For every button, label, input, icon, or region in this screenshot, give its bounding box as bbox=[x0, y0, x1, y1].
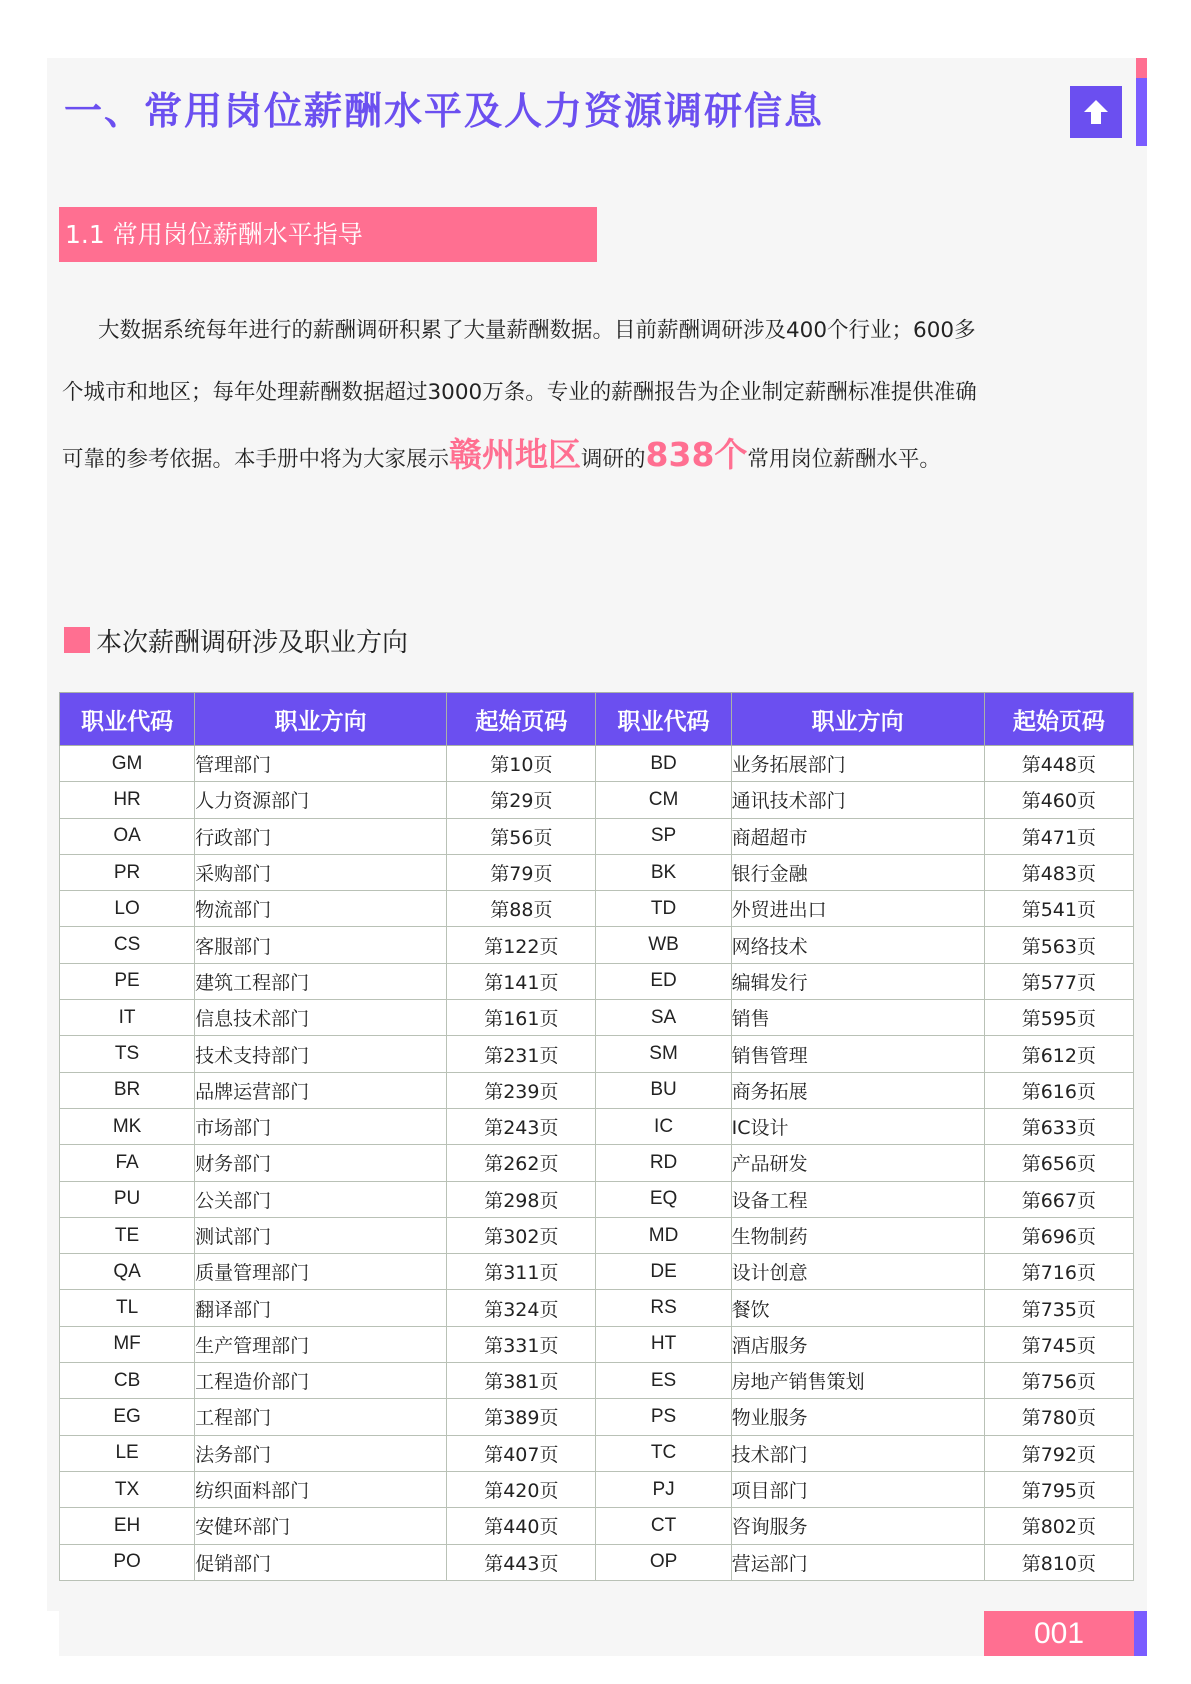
career-code-cell: BR bbox=[60, 1072, 195, 1108]
back-to-top-button[interactable] bbox=[1070, 86, 1122, 138]
start-page-cell: 第389页 bbox=[447, 1399, 596, 1435]
table-body bbox=[60, 746, 1134, 1581]
career-code-cell: GM bbox=[60, 746, 195, 782]
start-page-cell: 第122页 bbox=[447, 927, 596, 963]
career-direction-cell: 设计创意 bbox=[731, 1254, 984, 1290]
intro-line-2: 个城市和地区；每年处理薪酬数据超过3000万条。专业的薪酬报告为企业制定薪酬标准提供准确 bbox=[62, 380, 977, 405]
career-direction-cell: 促销部门 bbox=[195, 1544, 447, 1580]
career-code-cell: LO bbox=[60, 891, 195, 927]
career-direction-cell: 业务拓展部门 bbox=[731, 746, 984, 782]
table-row bbox=[60, 1108, 1134, 1144]
career-direction-cell: 营运部门 bbox=[731, 1544, 984, 1580]
directory-heading bbox=[64, 620, 408, 660]
start-page-cell: 第483页 bbox=[984, 854, 1133, 890]
career-direction-cell: 项目部门 bbox=[731, 1471, 984, 1507]
column-header: 起始页码 bbox=[447, 693, 596, 746]
start-page-cell: 第735页 bbox=[984, 1290, 1133, 1326]
square-bullet-icon bbox=[64, 627, 90, 653]
career-code-cell: TX bbox=[60, 1471, 195, 1507]
career-direction-cell: 技术支持部门 bbox=[195, 1036, 447, 1072]
career-direction-cell: 销售管理 bbox=[731, 1036, 984, 1072]
career-direction-cell: 工程造价部门 bbox=[195, 1363, 447, 1399]
table-row bbox=[60, 1435, 1134, 1471]
table-row bbox=[60, 1181, 1134, 1217]
career-direction-cell: 酒店服务 bbox=[731, 1326, 984, 1362]
start-page-cell: 第656页 bbox=[984, 1145, 1133, 1181]
career-direction-cell: 物流部门 bbox=[195, 891, 447, 927]
intro-text: 常用岗位薪酬水平。 bbox=[747, 447, 941, 472]
career-direction-cell: 纺织面料部门 bbox=[195, 1471, 447, 1507]
career-direction-cell: 餐饮 bbox=[731, 1290, 984, 1326]
start-page-cell: 第780页 bbox=[984, 1399, 1133, 1435]
table-row bbox=[60, 818, 1134, 854]
career-direction-cell: 咨询服务 bbox=[731, 1508, 984, 1544]
start-page-cell: 第616页 bbox=[984, 1072, 1133, 1108]
start-page-cell: 第420页 bbox=[447, 1471, 596, 1507]
start-page-cell: 第141页 bbox=[447, 963, 596, 999]
start-page-cell: 第239页 bbox=[447, 1072, 596, 1108]
column-header: 职业代码 bbox=[596, 693, 731, 746]
career-direction-cell: 设备工程 bbox=[731, 1181, 984, 1217]
intro-text: 可靠的参考依据。本手册中将为大家展示 bbox=[62, 447, 450, 472]
section-heading: 1.1 常用岗位薪酬水平指导 bbox=[59, 207, 597, 262]
table-row bbox=[60, 1290, 1134, 1326]
career-direction-cell: 房地产销售策划 bbox=[731, 1363, 984, 1399]
table-row bbox=[60, 1471, 1134, 1507]
column-header: 职业方向 bbox=[731, 693, 984, 746]
column-header: 职业方向 bbox=[195, 693, 447, 746]
career-direction-cell: 技术部门 bbox=[731, 1435, 984, 1471]
career-code-cell: RS bbox=[596, 1290, 731, 1326]
career-direction-cell: 人力资源部门 bbox=[195, 782, 447, 818]
career-code-cell: CB bbox=[60, 1363, 195, 1399]
column-header: 职业代码 bbox=[60, 693, 195, 746]
start-page-cell: 第298页 bbox=[447, 1181, 596, 1217]
career-code-cell: WB bbox=[596, 927, 731, 963]
career-direction-cell: 产品研发 bbox=[731, 1145, 984, 1181]
start-page-cell: 第448页 bbox=[984, 746, 1133, 782]
career-code-cell: BU bbox=[596, 1072, 731, 1108]
career-direction-cell: 网络技术 bbox=[731, 927, 984, 963]
career-direction-cell: 商超超市 bbox=[731, 818, 984, 854]
career-code-cell: RD bbox=[596, 1145, 731, 1181]
start-page-cell: 第440页 bbox=[447, 1508, 596, 1544]
career-code-cell: TE bbox=[60, 1217, 195, 1253]
career-code-cell: PJ bbox=[596, 1471, 731, 1507]
career-direction-cell: 商务拓展 bbox=[731, 1072, 984, 1108]
start-page-cell: 第231页 bbox=[447, 1036, 596, 1072]
start-page-cell: 第10页 bbox=[447, 746, 596, 782]
career-direction-cell: 市场部门 bbox=[195, 1108, 447, 1144]
table-header-row bbox=[60, 693, 1134, 746]
career-code-cell: EG bbox=[60, 1399, 195, 1435]
career-code-cell: TC bbox=[596, 1435, 731, 1471]
arrow-up-icon bbox=[1081, 97, 1111, 127]
table-row bbox=[60, 1000, 1134, 1036]
table-row bbox=[60, 1145, 1134, 1181]
table-row bbox=[60, 891, 1134, 927]
career-code-cell: CS bbox=[60, 927, 195, 963]
career-code-cell: SP bbox=[596, 818, 731, 854]
career-direction-cell: 财务部门 bbox=[195, 1145, 447, 1181]
career-direction-cell: 翻译部门 bbox=[195, 1290, 447, 1326]
career-direction-cell: 物业服务 bbox=[731, 1399, 984, 1435]
page-title: 一、常用岗位薪酬水平及人力资源调研信息 bbox=[64, 89, 825, 133]
table-row bbox=[60, 782, 1134, 818]
career-code-cell: PR bbox=[60, 854, 195, 890]
start-page-cell: 第696页 bbox=[984, 1217, 1133, 1253]
page-number-accent bbox=[1134, 1611, 1147, 1656]
career-code-cell: TD bbox=[596, 891, 731, 927]
career-code-cell: IC bbox=[596, 1108, 731, 1144]
career-direction-cell: 生物制药 bbox=[731, 1217, 984, 1253]
career-code-cell: SA bbox=[596, 1000, 731, 1036]
career-code-cell: BD bbox=[596, 746, 731, 782]
career-code-cell: SM bbox=[596, 1036, 731, 1072]
career-code-cell: TL bbox=[60, 1290, 195, 1326]
career-code-cell: PE bbox=[60, 963, 195, 999]
footer-strip bbox=[59, 1611, 984, 1656]
career-code-cell: IT bbox=[60, 1000, 195, 1036]
start-page-cell: 第595页 bbox=[984, 1000, 1133, 1036]
career-direction-cell: 外贸进出口 bbox=[731, 891, 984, 927]
start-page-cell: 第563页 bbox=[984, 927, 1133, 963]
table-row bbox=[60, 963, 1134, 999]
table-row bbox=[60, 1399, 1134, 1435]
career-code-cell: EQ bbox=[596, 1181, 731, 1217]
start-page-cell: 第460页 bbox=[984, 782, 1133, 818]
start-page-cell: 第243页 bbox=[447, 1108, 596, 1144]
career-direction-cell: 行政部门 bbox=[195, 818, 447, 854]
career-code-cell: CT bbox=[596, 1508, 731, 1544]
directory-heading-text: 本次薪酬调研涉及职业方向 bbox=[96, 627, 409, 658]
page-number: 001 bbox=[984, 1611, 1134, 1656]
start-page-cell: 第795页 bbox=[984, 1471, 1133, 1507]
table-row bbox=[60, 854, 1134, 890]
career-direction-cell: 管理部门 bbox=[195, 746, 447, 782]
table-row bbox=[60, 1363, 1134, 1399]
career-direction-cell: 银行金融 bbox=[731, 854, 984, 890]
intro-line-1: 大数据系统每年进行的薪酬调研积累了大量薪酬数据。目前薪酬调研涉及400个行业；600多 bbox=[98, 318, 976, 343]
start-page-cell: 第381页 bbox=[447, 1363, 596, 1399]
start-page-cell: 第88页 bbox=[447, 891, 596, 927]
start-page-cell: 第756页 bbox=[984, 1363, 1133, 1399]
career-direction-cell: 销售 bbox=[731, 1000, 984, 1036]
table-row bbox=[60, 1544, 1134, 1580]
career-direction-cell: IC设计 bbox=[731, 1108, 984, 1144]
career-direction-cell: 测试部门 bbox=[195, 1217, 447, 1253]
career-direction-cell: 公关部门 bbox=[195, 1181, 447, 1217]
start-page-cell: 第745页 bbox=[984, 1326, 1133, 1362]
career-directory-table bbox=[59, 692, 1134, 1581]
start-page-cell: 第29页 bbox=[447, 782, 596, 818]
career-code-cell: PU bbox=[60, 1181, 195, 1217]
start-page-cell: 第161页 bbox=[447, 1000, 596, 1036]
career-direction-cell: 质量管理部门 bbox=[195, 1254, 447, 1290]
start-page-cell: 第792页 bbox=[984, 1435, 1133, 1471]
start-page-cell: 第716页 bbox=[984, 1254, 1133, 1290]
career-code-cell: MK bbox=[60, 1108, 195, 1144]
table-row bbox=[60, 1508, 1134, 1544]
career-code-cell: FA bbox=[60, 1145, 195, 1181]
start-page-cell: 第56页 bbox=[447, 818, 596, 854]
career-direction-cell: 采购部门 bbox=[195, 854, 447, 890]
start-page-cell: 第577页 bbox=[984, 963, 1133, 999]
count-highlight: 838个 bbox=[645, 435, 748, 474]
start-page-cell: 第302页 bbox=[447, 1217, 596, 1253]
career-direction-cell: 信息技术部门 bbox=[195, 1000, 447, 1036]
edge-accent-pink bbox=[1136, 58, 1147, 78]
column-header: 起始页码 bbox=[984, 693, 1133, 746]
start-page-cell: 第443页 bbox=[447, 1544, 596, 1580]
table-row bbox=[60, 1036, 1134, 1072]
start-page-cell: 第810页 bbox=[984, 1544, 1133, 1580]
career-direction-cell: 建筑工程部门 bbox=[195, 963, 447, 999]
career-direction-cell: 客服部门 bbox=[195, 927, 447, 963]
career-direction-cell: 生产管理部门 bbox=[195, 1326, 447, 1362]
edge-accent-purple bbox=[1136, 78, 1147, 146]
start-page-cell: 第331页 bbox=[447, 1326, 596, 1362]
career-direction-cell: 编辑发行 bbox=[731, 963, 984, 999]
career-code-cell: EH bbox=[60, 1508, 195, 1544]
career-code-cell: HT bbox=[596, 1326, 731, 1362]
career-code-cell: HR bbox=[60, 782, 195, 818]
start-page-cell: 第311页 bbox=[447, 1254, 596, 1290]
career-code-cell: DE bbox=[596, 1254, 731, 1290]
career-code-cell: ES bbox=[596, 1363, 731, 1399]
career-code-cell: LE bbox=[60, 1435, 195, 1471]
start-page-cell: 第612页 bbox=[984, 1036, 1133, 1072]
table-row bbox=[60, 746, 1134, 782]
start-page-cell: 第541页 bbox=[984, 891, 1133, 927]
start-page-cell: 第79页 bbox=[447, 854, 596, 890]
start-page-cell: 第667页 bbox=[984, 1181, 1133, 1217]
career-code-cell: OA bbox=[60, 818, 195, 854]
intro-text: 调研的 bbox=[581, 447, 646, 472]
career-direction-cell: 品牌运营部门 bbox=[195, 1072, 447, 1108]
table-row bbox=[60, 927, 1134, 963]
region-highlight: 赣州地区 bbox=[449, 435, 582, 474]
career-direction-cell: 安健环部门 bbox=[195, 1508, 447, 1544]
career-code-cell: BK bbox=[596, 854, 731, 890]
career-direction-cell: 工程部门 bbox=[195, 1399, 447, 1435]
career-code-cell: TS bbox=[60, 1036, 195, 1072]
start-page-cell: 第802页 bbox=[984, 1508, 1133, 1544]
start-page-cell: 第407页 bbox=[447, 1435, 596, 1471]
intro-paragraph bbox=[62, 300, 1112, 491]
career-code-cell: MD bbox=[596, 1217, 731, 1253]
career-direction-cell: 通讯技术部门 bbox=[731, 782, 984, 818]
start-page-cell: 第324页 bbox=[447, 1290, 596, 1326]
career-code-cell: PS bbox=[596, 1399, 731, 1435]
career-code-cell: PO bbox=[60, 1544, 195, 1580]
intro-line-3 bbox=[62, 424, 1112, 491]
table-row bbox=[60, 1326, 1134, 1362]
career-direction-cell: 法务部门 bbox=[195, 1435, 447, 1471]
career-code-cell: OP bbox=[596, 1544, 731, 1580]
table-row bbox=[60, 1072, 1134, 1108]
career-code-cell: ED bbox=[596, 963, 731, 999]
career-code-cell: CM bbox=[596, 782, 731, 818]
table-row bbox=[60, 1254, 1134, 1290]
start-page-cell: 第262页 bbox=[447, 1145, 596, 1181]
start-page-cell: 第633页 bbox=[984, 1108, 1133, 1144]
career-code-cell: MF bbox=[60, 1326, 195, 1362]
career-code-cell: QA bbox=[60, 1254, 195, 1290]
start-page-cell: 第471页 bbox=[984, 818, 1133, 854]
table-row bbox=[60, 1217, 1134, 1253]
